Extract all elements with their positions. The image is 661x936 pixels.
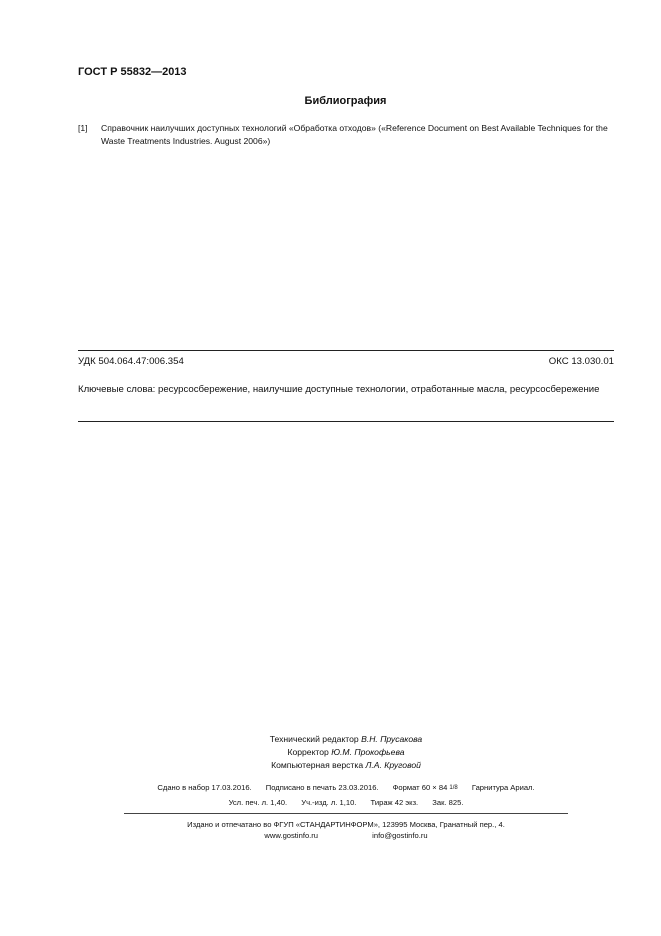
udk-code: УДК 504.064.47:006.354 (78, 356, 184, 367)
bibliography-title: Библиография (304, 95, 387, 107)
credit-name: В.Н. Прусакова (361, 734, 423, 744)
imprint-line-2 (78, 797, 614, 808)
imprint-signed: Подписано в печать 23.03.2016. (265, 783, 379, 792)
credit-role: Технический редактор (269, 734, 359, 744)
divider-bottom (78, 421, 614, 422)
credit-tech-editor (78, 733, 614, 746)
imprint-print-sheets: Усл. печ. л. 1,40. (228, 798, 288, 807)
credit-role: Корректор (287, 747, 329, 757)
publisher-email-link[interactable]: info@gostinfo.ru (372, 831, 428, 840)
divider-imprint (124, 813, 568, 814)
credit-corrector (78, 746, 614, 759)
bibliography-entry-text: Справочник наилучших доступных технологий «Обработка отходов» («Reference Document on Best Available Techniques for the Waste Treatments Industries. August 2006») (101, 123, 608, 146)
credits-block (78, 733, 614, 772)
bibliography-entry-number: [1] (78, 123, 88, 133)
imprint-line-1 (78, 782, 614, 794)
credit-role: Компьютерная верстка (271, 760, 364, 770)
publisher-contacts (78, 830, 614, 841)
imprint-submitted: Сдано в набор 17.03.2016. (157, 783, 252, 792)
keywords: Ключевые слова: ресурсосбережение, наилучшие доступные технологии, отработанные масла, ресурсосбережение (78, 384, 600, 395)
imprint-typeface: Гарнитура Ариал. (471, 783, 535, 792)
imprint-format-text: Формат 60 × 84 (392, 783, 448, 792)
credit-name: Ю.М. Прокофьева (331, 747, 405, 757)
imprint-circulation: Тираж 42 экз. (370, 798, 419, 807)
imprint-order: Зак. 825. (432, 798, 464, 807)
imprint-pub-sheets: Уч.-изд. л. 1,10. (301, 798, 357, 807)
credit-layout (78, 759, 614, 772)
imprint-format (393, 783, 458, 792)
document-code: ГОСТ Р 55832—2013 (78, 66, 187, 78)
publisher-website-link[interactable]: www.gostinfo.ru (264, 831, 319, 840)
credit-name: Л.А. Круговой (365, 760, 421, 770)
oks-code: ОКС 13.030.01 (548, 356, 614, 367)
bibliography-entry (78, 122, 614, 148)
imprint-format-fraction: 1/8 (449, 784, 458, 791)
publisher-info: Издано и отпечатано во ФГУП «СТАНДАРТИНФОРМ», 123995 Москва, Гранатный пер., 4. (187, 820, 505, 829)
divider-top (78, 350, 614, 351)
